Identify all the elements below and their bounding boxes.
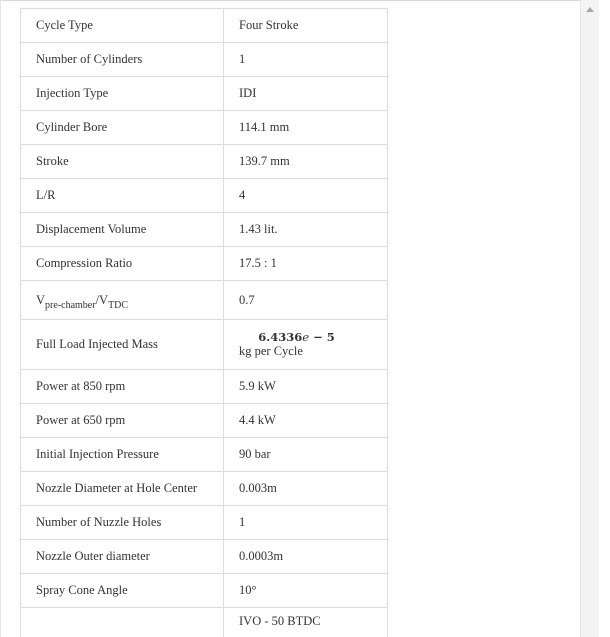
math-mantissa: 6.4336 — [258, 330, 303, 344]
param-label: Injection Type — [21, 77, 224, 111]
param-value: 10° — [224, 574, 388, 608]
param-value: 0.0003m — [224, 540, 388, 574]
param-label: L/R — [21, 179, 224, 213]
table-row — [21, 9, 388, 43]
table-row — [21, 438, 388, 472]
math-exponent: − 5 — [309, 330, 335, 344]
math-e: e — [302, 330, 310, 344]
param-label: Displacement Volume — [21, 213, 224, 247]
param-value: 17.5 : 1 — [224, 247, 388, 281]
param-label: Stroke — [21, 145, 224, 179]
param-value: IVO - 50 BTDC — [224, 608, 388, 637]
table-row — [21, 404, 388, 438]
param-label — [21, 608, 224, 637]
engine-spec-table — [20, 8, 388, 637]
param-value: Four Stroke — [224, 9, 388, 43]
label-sub-tdc: TDC — [108, 299, 129, 311]
param-value: 114.1 mm — [224, 111, 388, 145]
param-label: Cylinder Bore — [21, 111, 224, 145]
vertical-scrollbar[interactable] — [580, 0, 599, 637]
param-label: Nozzle Diameter at Hole Center — [21, 472, 224, 506]
table-row — [21, 472, 388, 506]
injected-mass-value — [224, 320, 388, 370]
param-value: 1.43 lit. — [224, 213, 388, 247]
table-row — [21, 281, 388, 320]
table-row — [21, 77, 388, 111]
param-value: 0.003m — [224, 472, 388, 506]
param-value: IDI — [224, 77, 388, 111]
param-label: Nozzle Outer diameter — [21, 540, 224, 574]
param-value: 90 bar — [224, 438, 388, 472]
math-expression — [239, 330, 354, 344]
table-row — [21, 540, 388, 574]
table-row — [21, 506, 388, 540]
table-row — [21, 111, 388, 145]
param-value: 1 — [224, 506, 388, 540]
param-label: Power at 850 rpm — [21, 370, 224, 404]
table-row — [21, 608, 388, 637]
scroll-up-arrow-icon[interactable] — [586, 7, 594, 12]
param-value: 4 — [224, 179, 388, 213]
param-value: 4.4 kW — [224, 404, 388, 438]
table-row — [21, 145, 388, 179]
param-value: 1 — [224, 43, 388, 77]
label-v1: V — [36, 292, 46, 307]
mass-unit: kg per Cycle — [239, 344, 303, 358]
param-label: Power at 650 rpm — [21, 404, 224, 438]
table-row — [21, 43, 388, 77]
param-value: 139.7 mm — [224, 145, 388, 179]
param-value: 5.9 kW — [224, 370, 388, 404]
label-slash-v: /V — [95, 292, 109, 307]
table-row — [21, 370, 388, 404]
param-label: Initial Injection Pressure — [21, 438, 224, 472]
param-label: Cycle Type — [21, 9, 224, 43]
table-row — [21, 320, 388, 370]
param-label: Spray Cone Angle — [21, 574, 224, 608]
param-label: Full Load Injected Mass — [21, 320, 224, 370]
param-value: 0.7 — [224, 281, 388, 320]
label-sub-prechamber: pre-chamber — [45, 299, 96, 311]
param-label: Compression Ratio — [21, 247, 224, 281]
table-row — [21, 574, 388, 608]
table-row — [21, 247, 388, 281]
param-label: Number of Cylinders — [21, 43, 224, 77]
param-label: Number of Nuzzle Holes — [21, 506, 224, 540]
volume-ratio-label — [21, 281, 224, 320]
table-row — [21, 179, 388, 213]
table-row — [21, 213, 388, 247]
